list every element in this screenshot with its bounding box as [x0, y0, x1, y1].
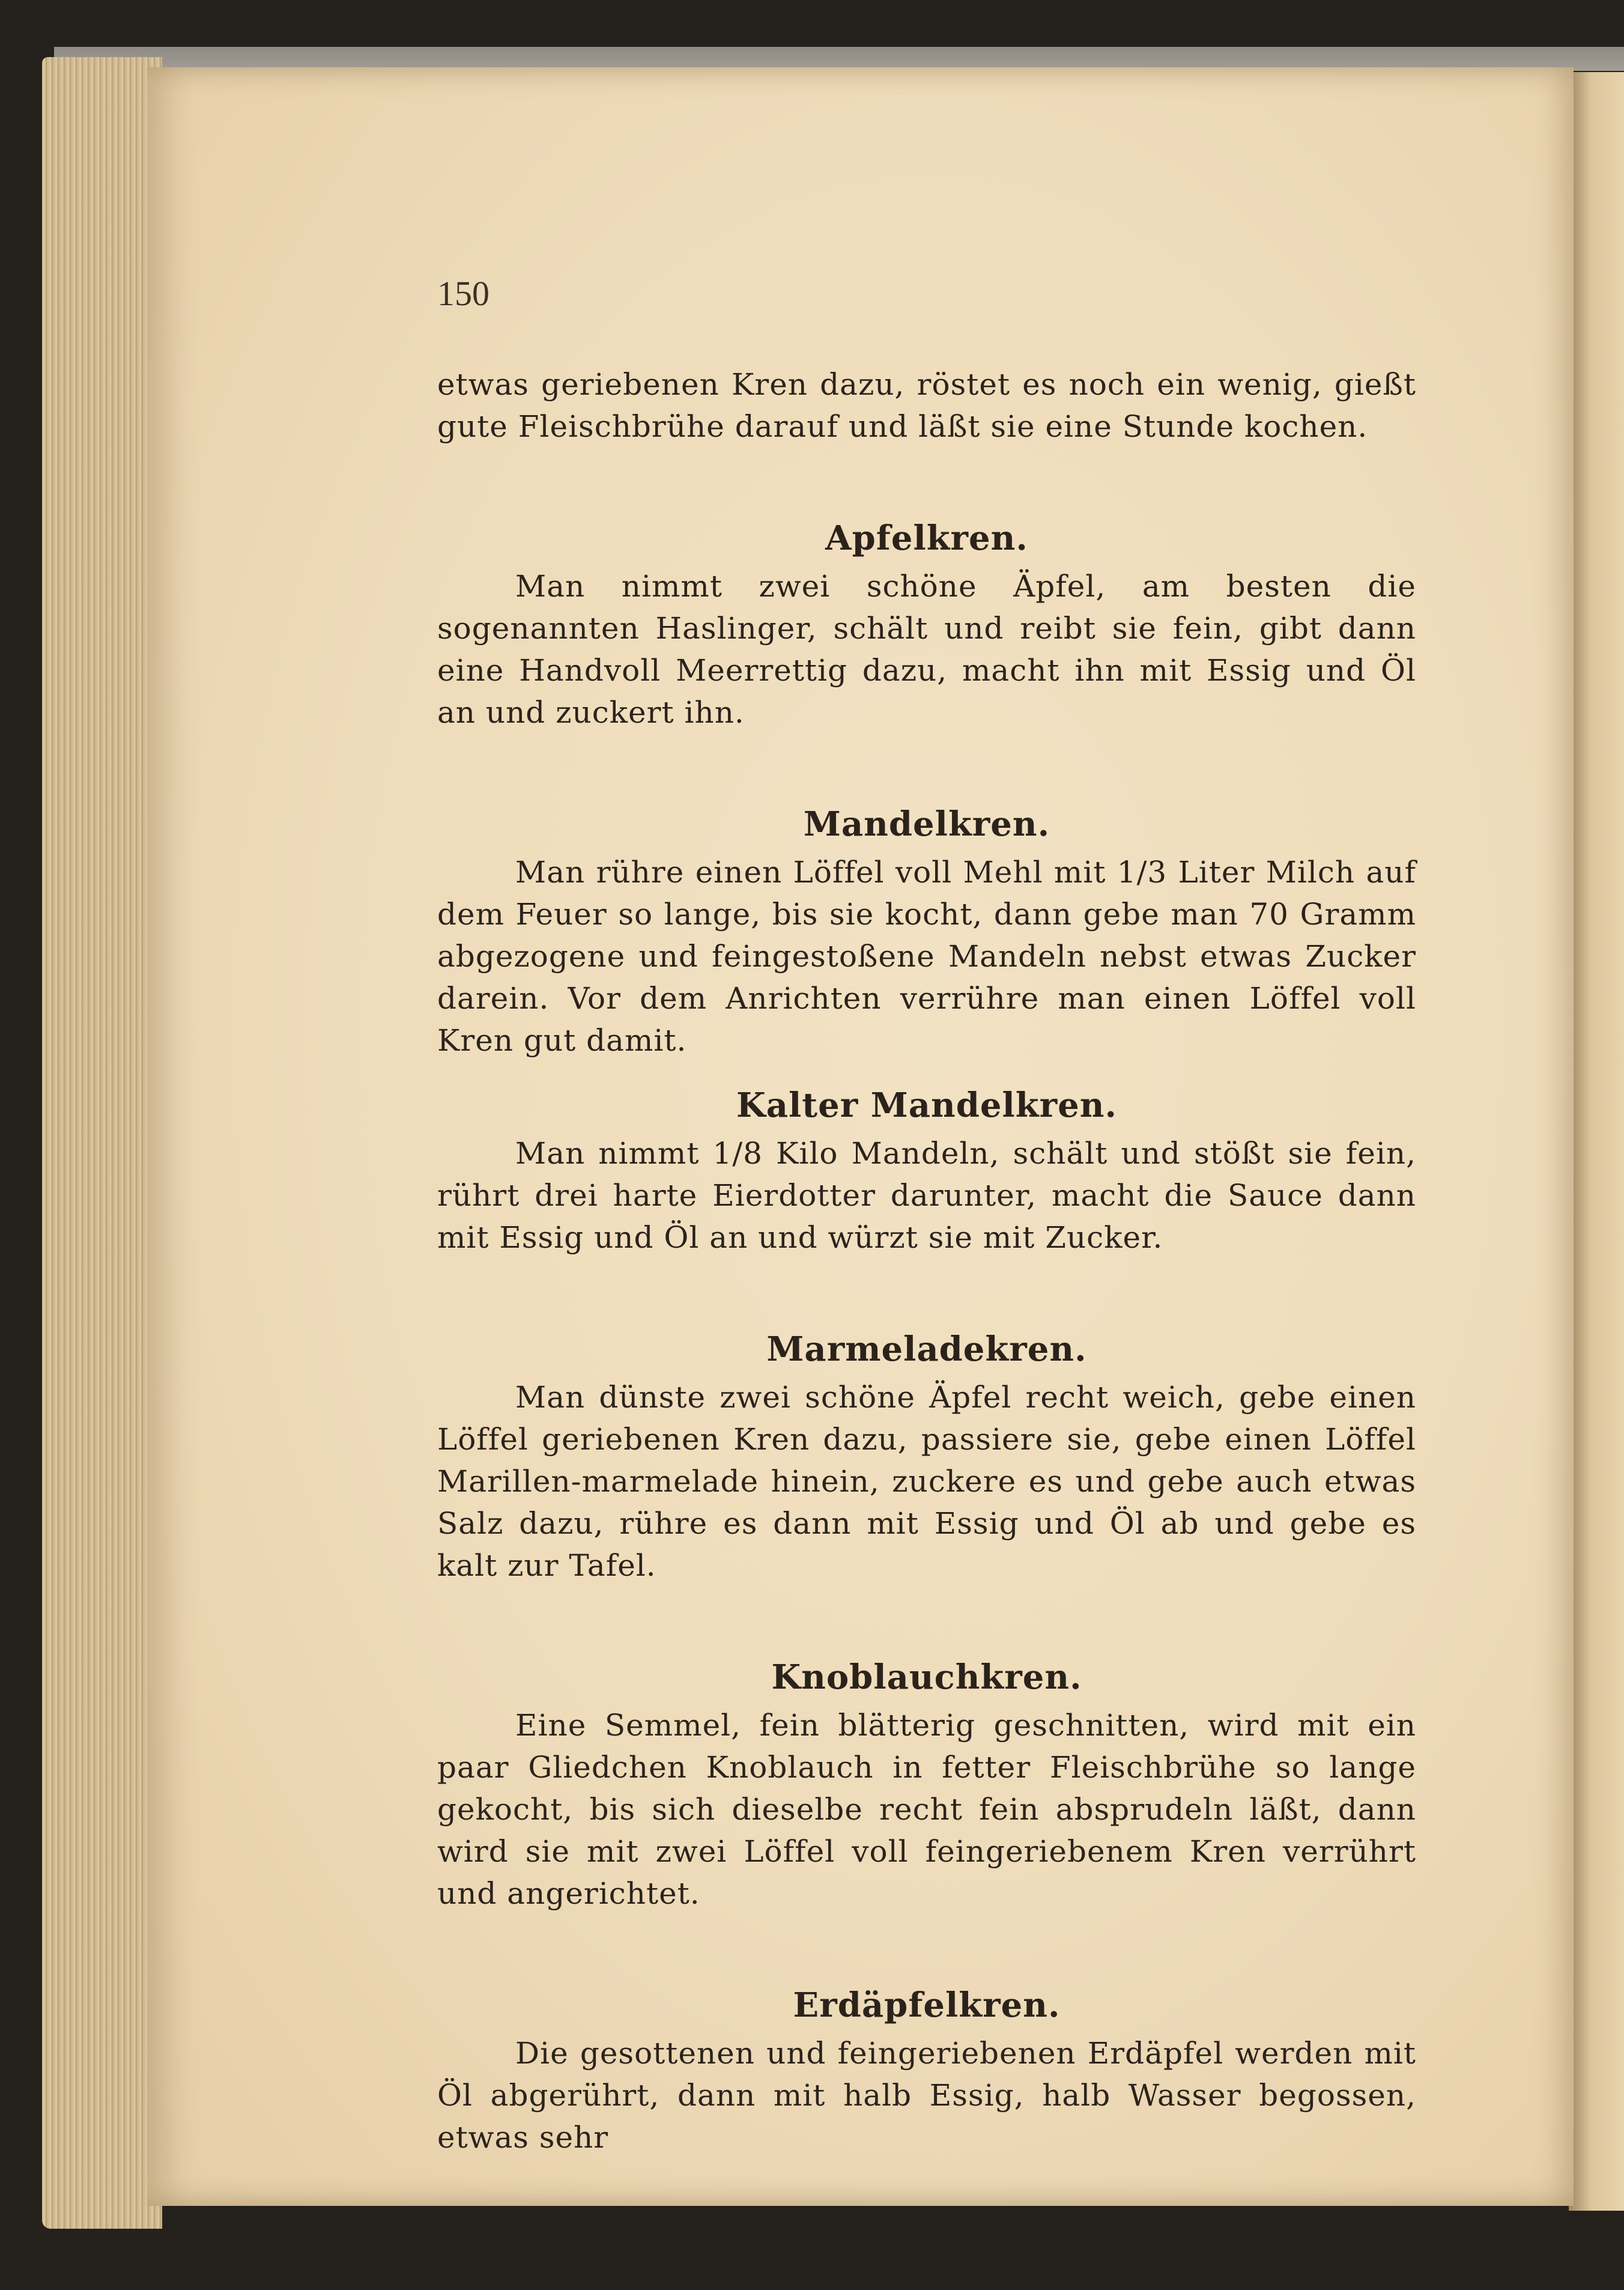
paragraph-erdaepfelkren: Die gesottenen und feingeriebenen Erdäpfel werden mit Öl abgerührt, dann mit halb Essig, halb Wasser begossen, etwas sehr: [437, 2036, 1416, 2155]
paragraph-apfelkren: Man nimmt zwei schöne Äpfel, am besten die sogenannten Haslinger, schält und reibt sie fein, gibt dann eine Handvoll Meerrettig dazu, macht ihn mit Essig und Öl an und zuckert ihn.: [437, 569, 1416, 730]
heading-erdaepfelkren: Erdäpfelkren.: [793, 1985, 1061, 2025]
paragraph-mandelkren: Man rühre einen Löffel voll Mehl mit 1/3 Liter Milch auf dem Feuer so lange, bis sie kocht, dann gebe man 70 Gramm abgezogene und feingestoßene Mandeln nebst etwas Zucker darein. Vor dem Anrichten verrühre man einen Löffel voll Kren gut damit.: [437, 855, 1416, 1058]
paragraph-knoblauchkren: Eine Semmel, fein blätterig geschnitten, wird mit ein paar Gliedchen Knoblauch in fetter Fleischbrühe so lange gekocht, bis sich dieselbe recht fein absprudeln läßt, dann wird sie mit zwei Löffel voll feingeriebenem Kren verrührt und angerichtet.: [437, 1708, 1416, 1911]
heading-marmeladekren: Marmeladekren.: [766, 1329, 1087, 1369]
heading-mandelkren: Mandelkren.: [803, 804, 1050, 844]
paragraph-marmeladekren: Man dünste zwei schöne Äpfel recht weich, gebe einen Löffel geriebenen Kren dazu, passiere sie, gebe einen Löffel Marillen-marmelade hinein, zuckere es und gebe auch etwas Salz dazu, rühre es dann mit Essig und Öl ab und gebe es kalt zur Tafel.: [437, 1380, 1416, 1583]
heading-kalter-mandelkren: Kalter Mandelkren.: [736, 1086, 1117, 1125]
heading-apfelkren: Apfelkren.: [825, 518, 1028, 558]
paragraph-kalter-mandelkren: Man nimmt 1/8 Kilo Mandeln, schält und stößt sie fein, rührt drei harte Eierdotter darunter, macht die Sauce dann mit Essig und Öl an und würzt sie mit Zucker.: [437, 1136, 1416, 1255]
page-number: 150: [437, 274, 489, 313]
heading-knoblauchkren: Knoblauchkren.: [771, 1657, 1082, 1697]
page-text: [437, 273, 1416, 2158]
paragraph-continuation: etwas geriebenen Kren dazu, röstet es noch ein wenig, gießt gute Fleischbrühe darauf und läßt sie eine Stunde kochen.: [437, 367, 1416, 444]
book-page-edges: [42, 57, 162, 2229]
facing-page-edge: [1569, 72, 1624, 2211]
